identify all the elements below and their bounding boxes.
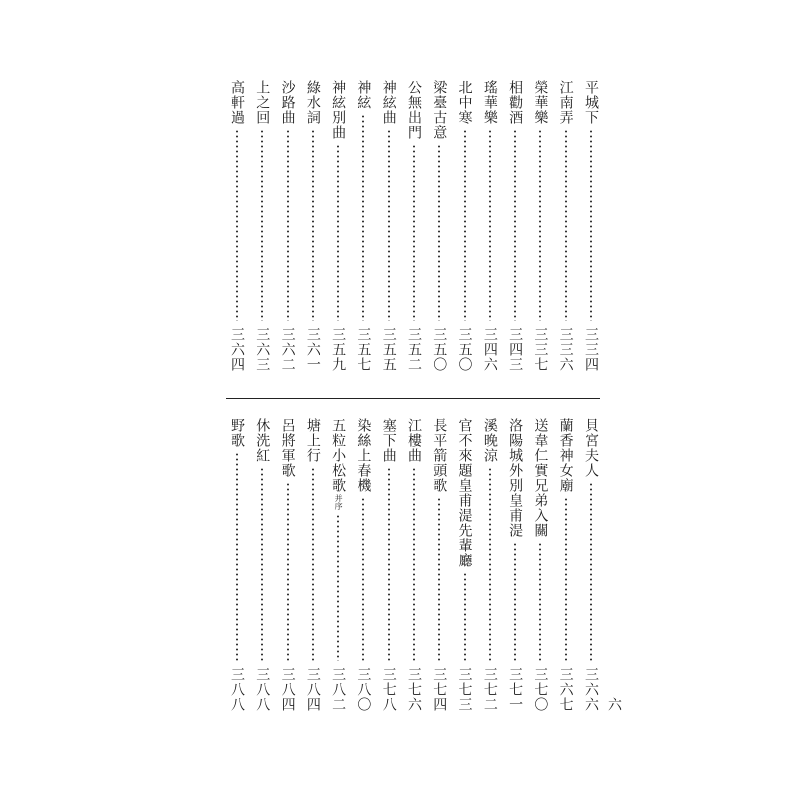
entry-title: 染絲上春機 bbox=[355, 418, 372, 493]
entry-title: 梁臺古意 bbox=[431, 80, 448, 140]
toc-entry bbox=[354, 418, 372, 712]
entry-title: 神絃別曲 bbox=[330, 80, 347, 140]
entry-title: 北中寒 bbox=[456, 80, 473, 125]
dot-leader bbox=[539, 542, 541, 661]
toc-entry bbox=[354, 80, 372, 372]
dot-leader bbox=[464, 129, 466, 321]
dot-leader bbox=[337, 514, 339, 661]
dot-leader bbox=[261, 129, 263, 321]
dot-leader bbox=[337, 144, 339, 321]
entry-title: 江南弄 bbox=[557, 80, 574, 125]
entry-title: 長平箭頭歌 bbox=[431, 418, 448, 493]
dot-leader bbox=[312, 129, 314, 321]
entry-page: 三三六 bbox=[557, 327, 574, 372]
dot-leader bbox=[590, 482, 592, 661]
entry-page: 三七三 bbox=[456, 667, 473, 712]
entry-title: 休洗紅 bbox=[254, 418, 271, 463]
toc-block-bottom bbox=[228, 418, 600, 712]
toc-entry bbox=[456, 418, 474, 712]
toc-entry bbox=[380, 80, 398, 372]
entry-page: 三七一 bbox=[507, 667, 524, 712]
dot-leader bbox=[362, 114, 364, 321]
entry-page: 三七〇 bbox=[532, 667, 549, 712]
dot-leader bbox=[261, 467, 263, 661]
entry-page: 三五五 bbox=[380, 327, 397, 372]
entry-title: 塘上行 bbox=[304, 418, 321, 463]
entry-page: 三三四 bbox=[582, 327, 599, 372]
entry-title: 五粒小松歌 bbox=[330, 418, 347, 493]
entry-page: 三六二 bbox=[279, 327, 296, 372]
entry-note: 并序 bbox=[334, 494, 344, 510]
entry-title: 上之回 bbox=[254, 80, 271, 125]
entry-page: 三六四 bbox=[229, 327, 245, 372]
entry-title: 呂將軍歌 bbox=[279, 418, 296, 478]
entry-title: 送韋仁實兄弟入關 bbox=[532, 418, 549, 538]
toc-entry bbox=[557, 80, 575, 372]
entry-title: 高軒過 bbox=[229, 80, 245, 125]
toc-entry bbox=[405, 80, 423, 372]
entry-title: 江樓曲 bbox=[405, 418, 422, 463]
dot-leader bbox=[362, 497, 364, 661]
entry-title: 相勸酒 bbox=[507, 80, 524, 125]
toc-entry bbox=[582, 418, 600, 712]
toc-entry bbox=[481, 418, 499, 712]
entry-title: 神絃 bbox=[355, 80, 372, 110]
dot-leader bbox=[287, 129, 289, 321]
entry-title: 塞下曲 bbox=[380, 418, 397, 463]
toc-entry bbox=[531, 418, 549, 712]
toc-entry bbox=[304, 418, 322, 712]
dot-leader bbox=[514, 129, 516, 321]
toc-entry bbox=[253, 418, 271, 712]
dot-leader bbox=[565, 129, 567, 321]
entry-page: 三四三 bbox=[507, 327, 524, 372]
toc-entry bbox=[481, 80, 499, 372]
entry-title: 洛陽城外別皇甫湜 bbox=[507, 418, 524, 538]
toc-entry bbox=[279, 80, 297, 372]
toc-entry bbox=[430, 418, 448, 712]
toc-entry bbox=[531, 80, 549, 372]
entry-title: 平城下 bbox=[582, 80, 599, 125]
entry-page: 三五〇 bbox=[431, 327, 448, 372]
entry-title: 貝宮夫人 bbox=[582, 418, 599, 478]
entry-title: 野歌 bbox=[229, 418, 245, 448]
entry-page: 三三七 bbox=[532, 327, 549, 372]
entry-page: 三六六 bbox=[582, 667, 599, 712]
entry-title: 榮華樂 bbox=[532, 80, 549, 125]
entry-page: 三五九 bbox=[330, 327, 347, 372]
toc-entry bbox=[430, 80, 448, 372]
entry-page: 三七六 bbox=[405, 667, 422, 712]
entry-title: 溪晚涼 bbox=[481, 418, 498, 463]
entry-page: 三五〇 bbox=[456, 327, 473, 372]
entry-page: 三五七 bbox=[355, 327, 372, 372]
toc-entry bbox=[304, 80, 322, 372]
toc-entry bbox=[557, 418, 575, 712]
toc-entry bbox=[456, 80, 474, 372]
entry-title: 綠水詞 bbox=[304, 80, 321, 125]
toc-entry bbox=[329, 418, 347, 712]
dot-leader bbox=[565, 497, 567, 661]
toc-entry bbox=[380, 418, 398, 712]
toc-entry bbox=[329, 80, 347, 372]
dot-leader bbox=[438, 497, 440, 661]
dot-leader bbox=[236, 129, 238, 321]
entry-page: 三八四 bbox=[304, 667, 321, 712]
entry-page: 三四六 bbox=[481, 327, 498, 372]
dot-leader bbox=[312, 467, 314, 661]
toc-block-top bbox=[228, 80, 600, 372]
entry-title: 蘭香神女廟 bbox=[557, 418, 574, 493]
entry-page: 三八四 bbox=[279, 667, 296, 712]
dot-leader bbox=[590, 129, 592, 321]
dot-leader bbox=[413, 144, 415, 321]
entry-title: 官不來題皇甫湜先輩廳 bbox=[456, 418, 473, 568]
dot-leader bbox=[489, 467, 491, 661]
toc-entry bbox=[582, 80, 600, 372]
dot-leader bbox=[489, 129, 491, 321]
entry-page: 三六三 bbox=[254, 327, 271, 372]
toc-entry bbox=[405, 418, 423, 712]
section-divider bbox=[226, 398, 600, 399]
entry-title: 瑤華樂 bbox=[481, 80, 498, 125]
dot-leader bbox=[236, 452, 238, 661]
dot-leader bbox=[388, 129, 390, 321]
dot-leader bbox=[413, 467, 415, 661]
entry-title: 沙路曲 bbox=[279, 80, 296, 125]
toc-entry bbox=[228, 418, 246, 712]
toc-entry bbox=[506, 80, 524, 372]
entry-page: 三六七 bbox=[557, 667, 574, 712]
entry-page: 三八八 bbox=[229, 667, 245, 712]
entry-page: 三七八 bbox=[380, 667, 397, 712]
entry-page: 三六一 bbox=[304, 327, 321, 372]
entry-page: 三八〇 bbox=[355, 667, 372, 712]
entry-page: 三八八 bbox=[254, 667, 271, 712]
dot-leader bbox=[438, 144, 440, 321]
toc-entry bbox=[253, 80, 271, 372]
entry-page: 三七四 bbox=[431, 667, 448, 712]
dot-leader bbox=[514, 542, 516, 661]
entry-title: 神絃曲 bbox=[380, 80, 397, 125]
toc-entry bbox=[279, 418, 297, 712]
entry-page: 三五二 bbox=[405, 327, 422, 372]
dot-leader bbox=[464, 572, 466, 661]
dot-leader bbox=[539, 129, 541, 321]
folio-page-number: 六 bbox=[606, 697, 622, 711]
toc-entry bbox=[228, 80, 246, 372]
entry-page: 三八二 bbox=[330, 667, 347, 712]
entry-page: 三七二 bbox=[481, 667, 498, 712]
dot-leader bbox=[287, 482, 289, 661]
dot-leader bbox=[388, 467, 390, 661]
entry-title: 公無出門 bbox=[405, 80, 422, 140]
toc-entry bbox=[506, 418, 524, 712]
